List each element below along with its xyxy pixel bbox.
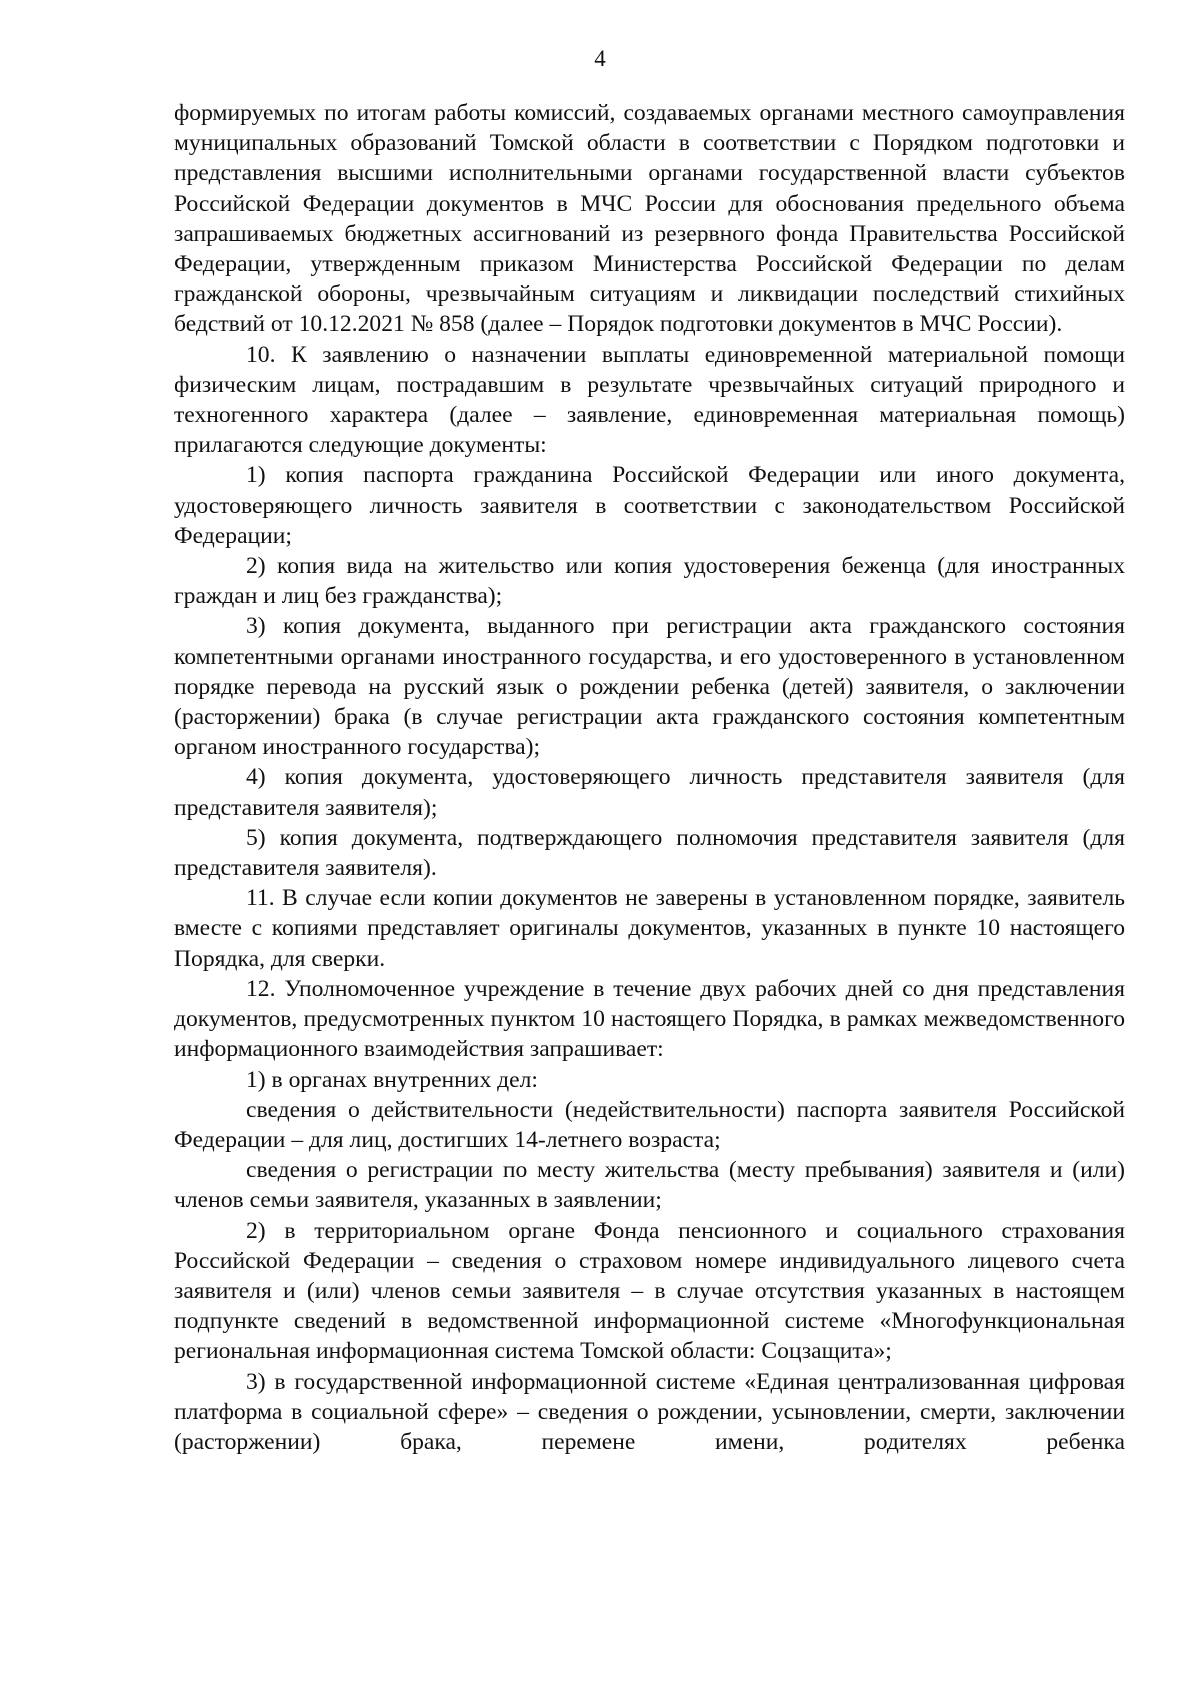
paragraph: 10. К заявлению о назначении выплаты единовременной материальной помощи физическим лицам, пострадавшим в результате чрезвычайных ситуаций природного и техногенного характера (далее – заявление, единовременная материальная помощь) прилагаются следующие документы:	[174, 341, 1125, 459]
paragraph: 12. Уполномоченное учреждение в течение двух рабочих дней со дня представления документов, предусмотренных пунктом 10 настоящего Порядка, в рамках межведомственного информационного взаимодействия запрашивает:	[174, 975, 1125, 1063]
paragraph: 3) в государственной информационной системе «Единая централизованная цифровая платформа в социальной сфере» – сведения о рождении, усыновлении, смерти, заключении (расторжении) брака, перемене имени, родителях ребенка	[174, 1368, 1125, 1455]
paragraph: 4) копия документа, удостоверяющего личность представителя заявителя (для представителя заявителя);	[174, 764, 1125, 821]
paragraph: 2) копия вида на жительство или копия удостоверения беженца (для иностранных граждан и лиц без гражданства);	[174, 553, 1125, 610]
paragraph: 3) копия документа, выданного при регистрации акта гражданского состояния компетентными органами иностранного государства, и его удостоверенного в установленном порядке перевода на русский язык о рождении ребенка (детей) заявителя, о заключении (расторжении) брака (в случае регистрации акта гражданского состояния компетентным органом иностранного государства);	[174, 613, 1125, 761]
paragraph: 2) в территориальном органе Фонда пенсионного и социального страхования Российской Федерации – сведения о страховом номере индивидуального лицевого счета заявителя и (или) членов семьи заявителя – в случае отсутствия указанных в настоящем подпункте сведений в ведомственной информационной системе «Многофункциональная региональная информационная система Томской области: Соцзащита»;	[174, 1217, 1125, 1365]
paragraph: сведения о действительности (недействительности) паспорта заявителя Российской Федерации – для лиц, достигших 14-летнего возраста;	[174, 1096, 1125, 1153]
document-body	[174, 98, 1125, 1457]
paragraph: 5) копия документа, подтверждающего полномочия представителя заявителя (для представителя заявителя).	[174, 824, 1125, 882]
paragraph: 1) копия паспорта гражданина Российской Федерации или иного документа, удостоверяющего личность заявителя в соответствии с законодательством Российской Федерации;	[174, 462, 1125, 549]
page-number: 4	[594, 46, 606, 71]
paragraph: формируемых по итогам работы комиссий, создаваемых органами местного самоуправления муниципальных образований Томской области в соответствии с Порядком подготовки и представления высшими исполнительными органами государственной власти субъектов Российской Федерации документов в МЧС России для обоснования предельного объема запрашиваемых бюджетных ассигнований из резервного фонда Правительства Российской Федерации, утвержденным приказом Министерства Российской Федерации по делам гражданской обороны, чрезвычайным ситуациям и ликвидации последствий стихийных бедствий от 10.12.2021 № 858 (далее – Порядок подготовки документов в МЧС России).	[174, 100, 1125, 338]
paragraph: сведения о регистрации по месту жительства (месту пребывания) заявителя и (или) членов семьи заявителя, указанных в заявлении;	[174, 1157, 1125, 1214]
paragraph: 11. В случае если копии документов не заверены в установленном порядке, заявитель вместе с копиями представляет оригиналы документов, указанных в пункте 10 настоящего Порядка, для сверки.	[174, 885, 1125, 972]
paragraph: 1) в органах внутренних дел:	[246, 1066, 538, 1093]
